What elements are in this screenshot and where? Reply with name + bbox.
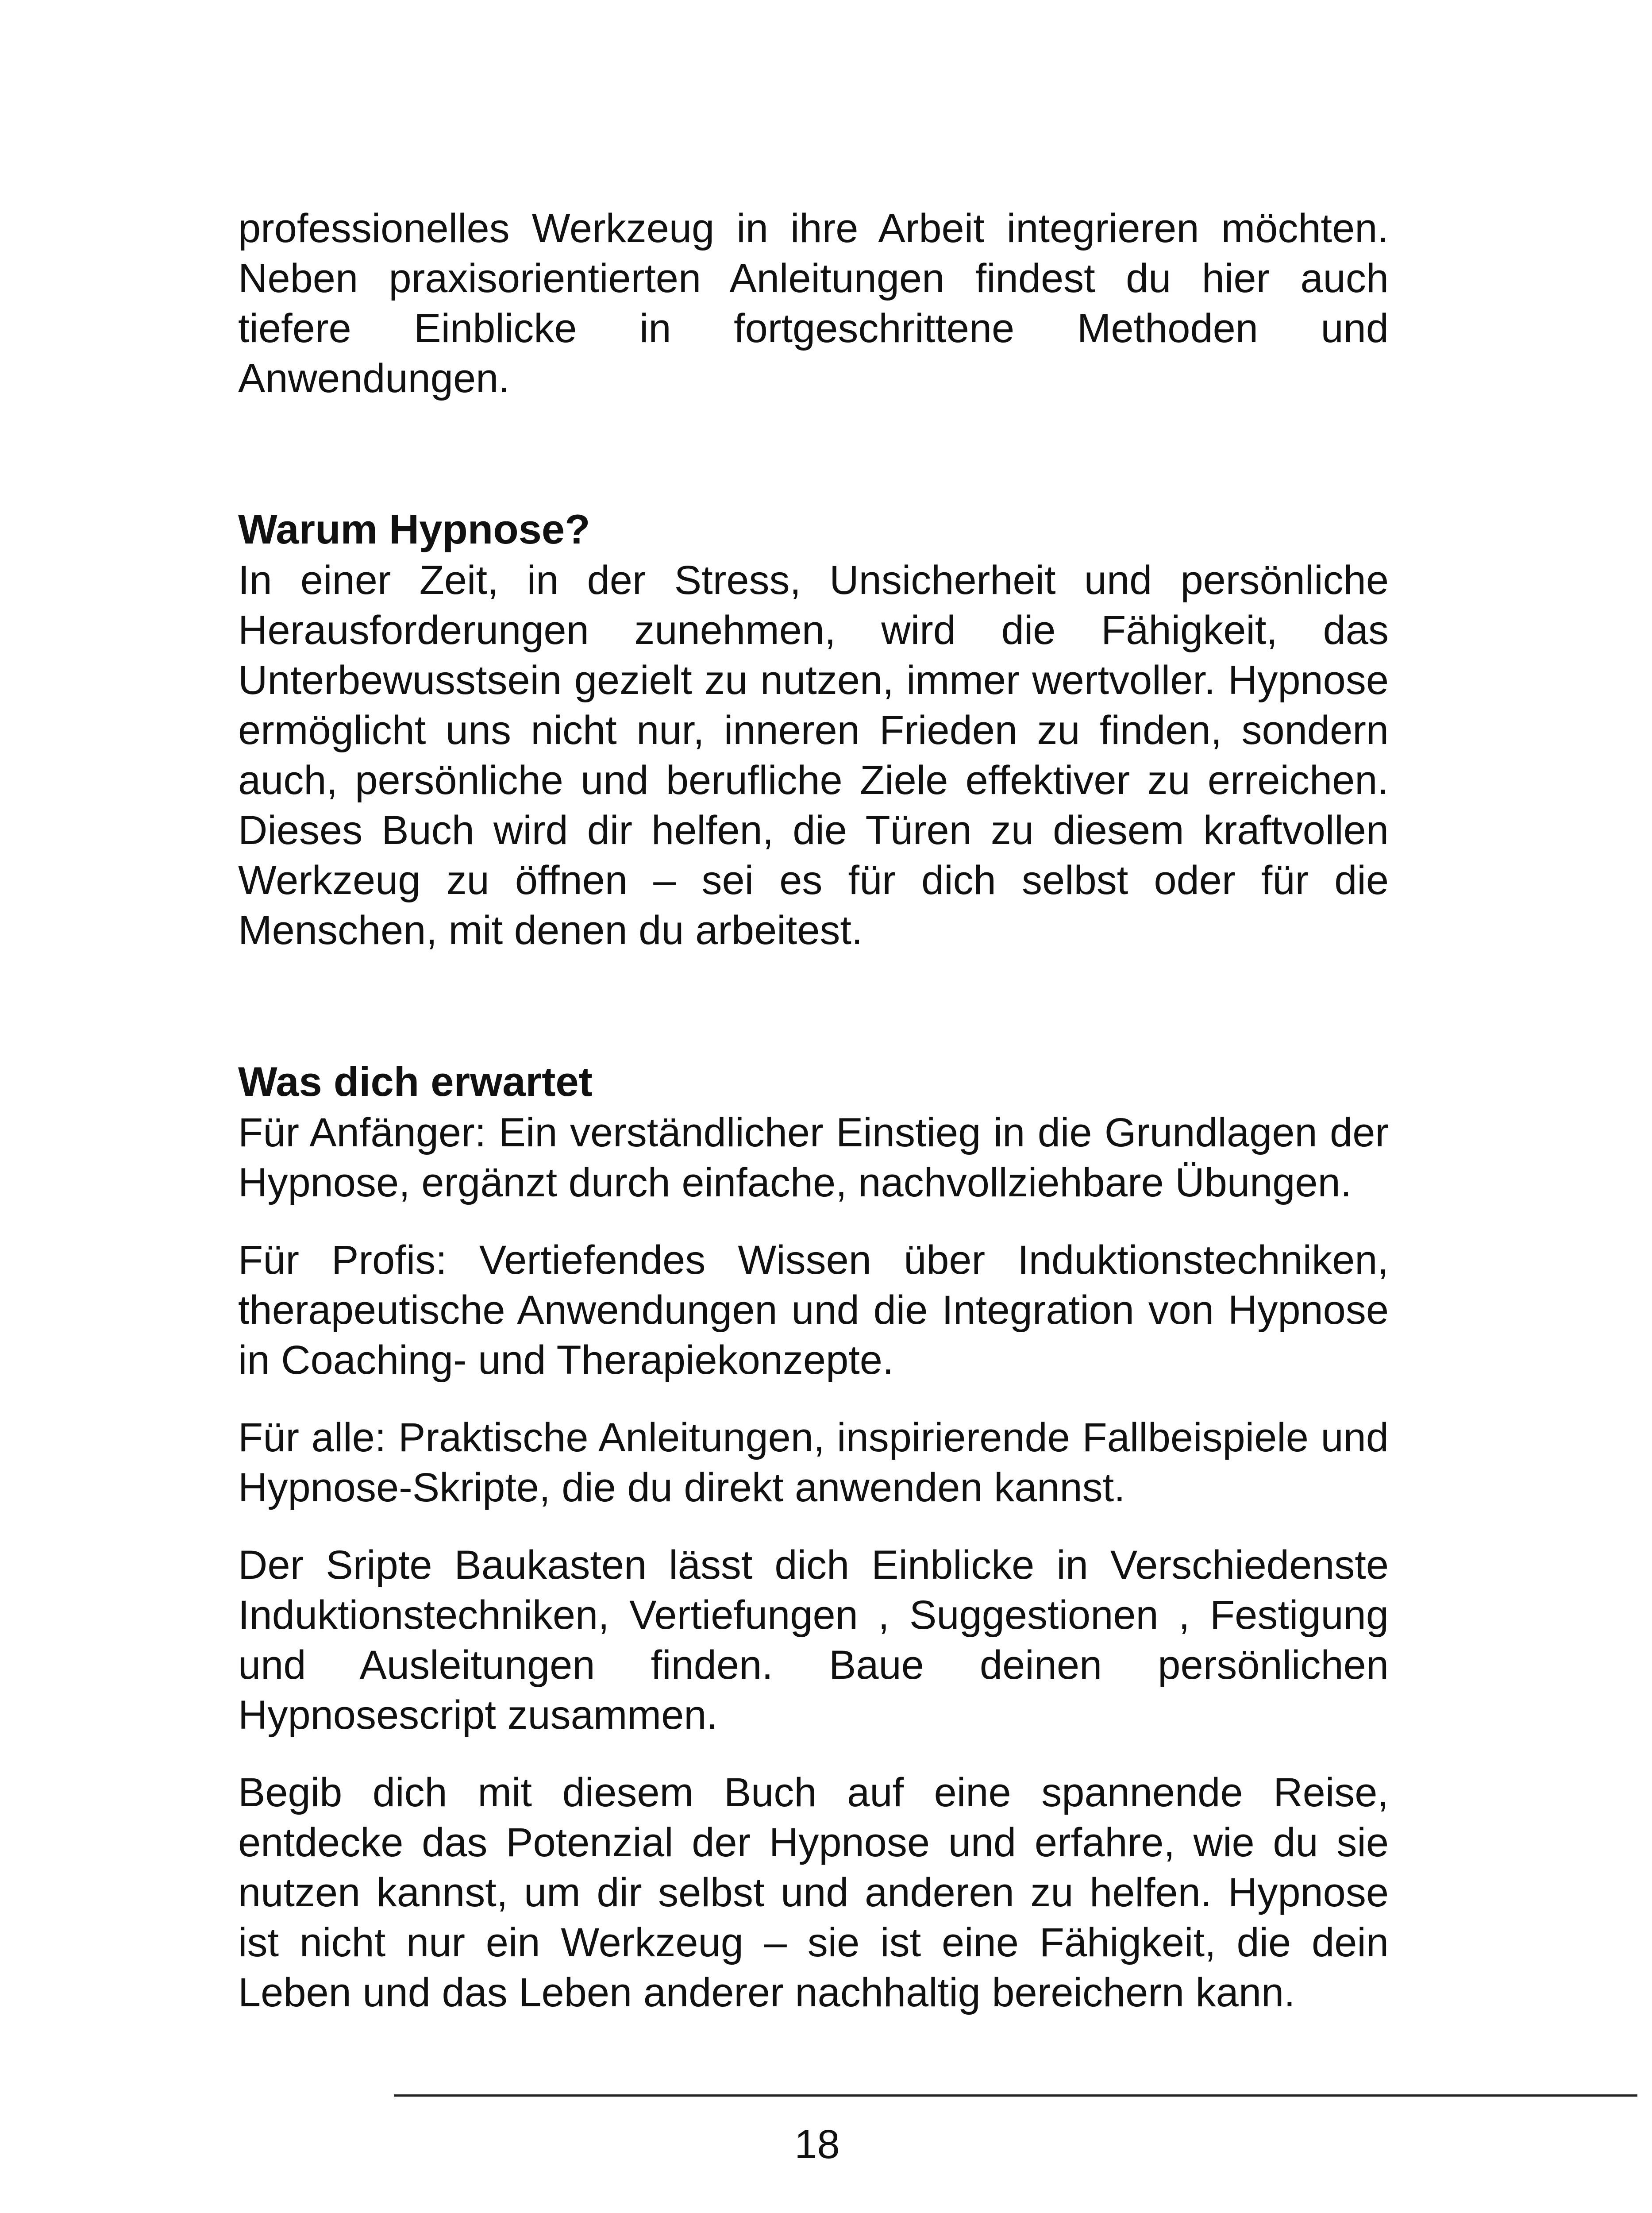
paragraph-closing: Begib dich mit diesem Buch auf eine spannende Reise, entdecke das Potenzial der Hypnose und erfahre, wie du sie nutzen kannst, um dir selbst und anderen zu helfen. Hypnose ist nicht nur ein Werkzeug – sie ist eine Fähigkeit, die dein Leben und das Leben anderer nachhaltig bereichern kann. [238, 1770, 1389, 2015]
paragraph-fuer-alle: Für alle: Praktische Anleitungen, inspirierende Fallbeispiele und Hypnose-Skripte, die du direkt anwenden kannst. [238, 1415, 1389, 1510]
page-body [238, 204, 1389, 2018]
paragraph-fuer-anfaenger: Für Anfänger: Ein verständlicher Einstieg in die Grundlagen der Hypnose, ergänzt durch einfache, nachvollziehbare Übungen. [238, 1110, 1389, 1205]
section-heading-warum-hypnose: Warum Hypnose? [238, 506, 590, 552]
paragraph-skripte-baukasten: Der Sripte Baukasten lässt dich Einblicke in Verschiedenste Induktionstechniken, Vertiefungen , Suggestionen , Festigung und Ausleitungen finden. Baue deinen persönlichen Hypnosescript zusammen. [238, 1542, 1389, 1738]
footer-divider [394, 2094, 1637, 2097]
page-number [0, 2120, 1652, 2169]
intro-paragraph: professionelles Werkzeug in ihre Arbeit integrieren möchten. Neben praxisorientierten Anleitungen findest du hier auch tiefere Einblicke in fortgeschrittene Methoden und Anwendungen. [238, 206, 1389, 401]
section-heading-was-dich-erwartet: Was dich erwartet [238, 1058, 593, 1105]
paragraph-fuer-profis: Für Profis: Vertiefendes Wissen über Induktionstechniken, therapeutische Anwendungen und die Integration von Hypnose in Coaching- und Therapiekonzepte. [238, 1238, 1389, 1383]
page-number-text: 18 [794, 2122, 840, 2167]
paragraph-warum-hypnose: In einer Zeit, in der Stress, Unsicherheit und persönliche Herausforderungen zunehmen, wird die Fähigkeit, das Unterbewusstsein gezielt zu nutzen, immer wertvoller. Hypnose ermöglicht uns nicht nur, inneren Frieden zu finden, sondern auch, persönliche und berufliche Ziele effektiver zu erreichen. Dieses Buch wird dir helfen, die Türen zu diesem kraftvollen Werkzeug zu öffnen – sei es für dich selbst oder für die Menschen, mit denen du arbeitest. [238, 558, 1389, 953]
